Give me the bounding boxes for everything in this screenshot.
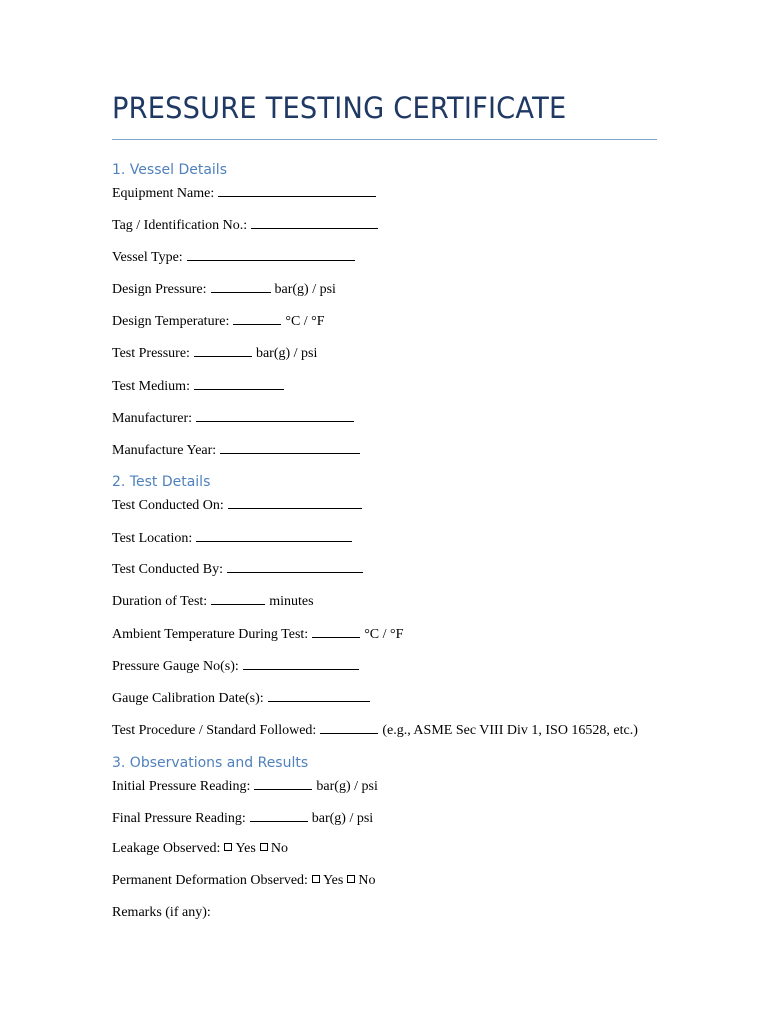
duration-of-test-blank[interactable]: [211, 593, 265, 605]
field-tag-identification-no: [112, 217, 378, 233]
page-title: PRESSURE TESTING CERTIFICATE: [112, 91, 567, 125]
section-heading-vessel-details: 1. Vessel Details: [112, 162, 227, 178]
field-label: Vessel Type:: [112, 250, 183, 265]
field-label: Pressure Gauge No(s):: [112, 659, 239, 674]
field-label: Initial Pressure Reading:: [112, 779, 251, 794]
field-test-location: [112, 530, 352, 546]
field-pressure-gauge-no: [112, 658, 359, 674]
deformation-no-checkbox[interactable]: [347, 875, 355, 883]
manufacturer-blank[interactable]: [196, 410, 354, 422]
leakage-no-checkbox[interactable]: [260, 843, 268, 851]
field-unit: bar(g) / psi: [255, 346, 318, 361]
field-test-procedure-standard: [112, 722, 638, 738]
test-medium-blank[interactable]: [194, 378, 284, 390]
test-location-blank[interactable]: [196, 530, 352, 542]
vessel-type-blank[interactable]: [187, 249, 355, 261]
field-unit: °C / °F: [364, 627, 404, 642]
field-label: Ambient Temperature During Test:: [112, 627, 309, 642]
field-label: Manufacture Year:: [112, 443, 217, 458]
equipment-name-blank[interactable]: [218, 185, 376, 197]
test-conducted-by-blank[interactable]: [227, 561, 363, 573]
field-test-medium: [112, 378, 284, 394]
field-label: Design Pressure:: [112, 282, 207, 297]
option-label-yes: Yes: [235, 841, 256, 856]
design-temperature-blank[interactable]: [233, 313, 281, 325]
field-label: Equipment Name:: [112, 186, 215, 201]
test-procedure-blank[interactable]: [320, 722, 378, 734]
section-heading-test-details: 2. Test Details: [112, 474, 211, 490]
tag-identification-blank[interactable]: [251, 217, 378, 229]
field-label: Test Medium:: [112, 379, 190, 394]
field-label: Test Location:: [112, 531, 193, 546]
field-manufacture-year: [112, 442, 360, 458]
initial-pressure-blank[interactable]: [254, 778, 312, 790]
field-leakage-observed: [112, 842, 288, 856]
field-label: Manufacturer:: [112, 411, 193, 426]
field-label: Permanent Deformation Observed:: [112, 873, 308, 888]
field-ambient-temperature: [112, 626, 403, 642]
field-label: Final Pressure Reading:: [112, 811, 246, 826]
field-label: Tag / Identification No.:: [112, 218, 248, 233]
option-label-yes: Yes: [322, 873, 344, 888]
field-permanent-deformation-observed: [112, 874, 375, 888]
field-unit: bar(g) / psi: [274, 282, 336, 297]
field-label: Test Pressure:: [112, 346, 190, 361]
option-label-no: No: [270, 841, 288, 856]
field-test-conducted-on: [112, 497, 362, 513]
field-equipment-name: [112, 185, 376, 201]
test-pressure-blank[interactable]: [194, 345, 252, 357]
field-label: Test Conducted On:: [112, 498, 224, 513]
field-final-pressure-reading: [112, 810, 373, 826]
field-label: Gauge Calibration Date(s):: [112, 691, 264, 706]
field-gauge-calibration-date: [112, 690, 370, 706]
field-label: Test Conducted By:: [112, 562, 224, 577]
field-vessel-type: [112, 249, 355, 265]
section-heading-observations-results: 3. Observations and Results: [112, 755, 309, 771]
field-duration-of-test: [112, 593, 314, 609]
deformation-yes-checkbox[interactable]: [312, 875, 320, 883]
field-unit: bar(g) / psi: [316, 779, 378, 794]
field-test-conducted-by: [112, 561, 363, 577]
field-remarks: [112, 906, 211, 920]
field-label: Leakage Observed:: [112, 841, 221, 856]
option-label-no: No: [358, 873, 376, 888]
title-divider: [112, 139, 657, 140]
field-design-temperature: [112, 313, 325, 329]
field-initial-pressure-reading: [112, 778, 378, 794]
field-unit: minutes: [269, 594, 314, 609]
field-manufacturer: [112, 410, 354, 426]
field-test-pressure: [112, 345, 317, 361]
ambient-temperature-blank[interactable]: [312, 626, 360, 638]
final-pressure-blank[interactable]: [250, 810, 308, 822]
field-label: Test Procedure / Standard Followed:: [112, 723, 317, 738]
design-pressure-blank[interactable]: [211, 281, 271, 293]
field-design-pressure: [112, 281, 336, 297]
field-label: Remarks (if any):: [112, 905, 211, 920]
field-unit: bar(g) / psi: [311, 811, 374, 826]
manufacture-year-blank[interactable]: [220, 442, 360, 454]
field-unit: (e.g., ASME Sec VIII Div 1, ISO 16528, etc.): [382, 723, 638, 738]
leakage-yes-checkbox[interactable]: [224, 843, 232, 851]
pressure-gauge-no-blank[interactable]: [243, 658, 359, 670]
gauge-calibration-date-blank[interactable]: [268, 690, 370, 702]
test-conducted-on-blank[interactable]: [228, 497, 362, 509]
field-unit: °C / °F: [285, 314, 325, 329]
field-label: Duration of Test:: [112, 594, 208, 609]
field-label: Design Temperature:: [112, 314, 230, 329]
